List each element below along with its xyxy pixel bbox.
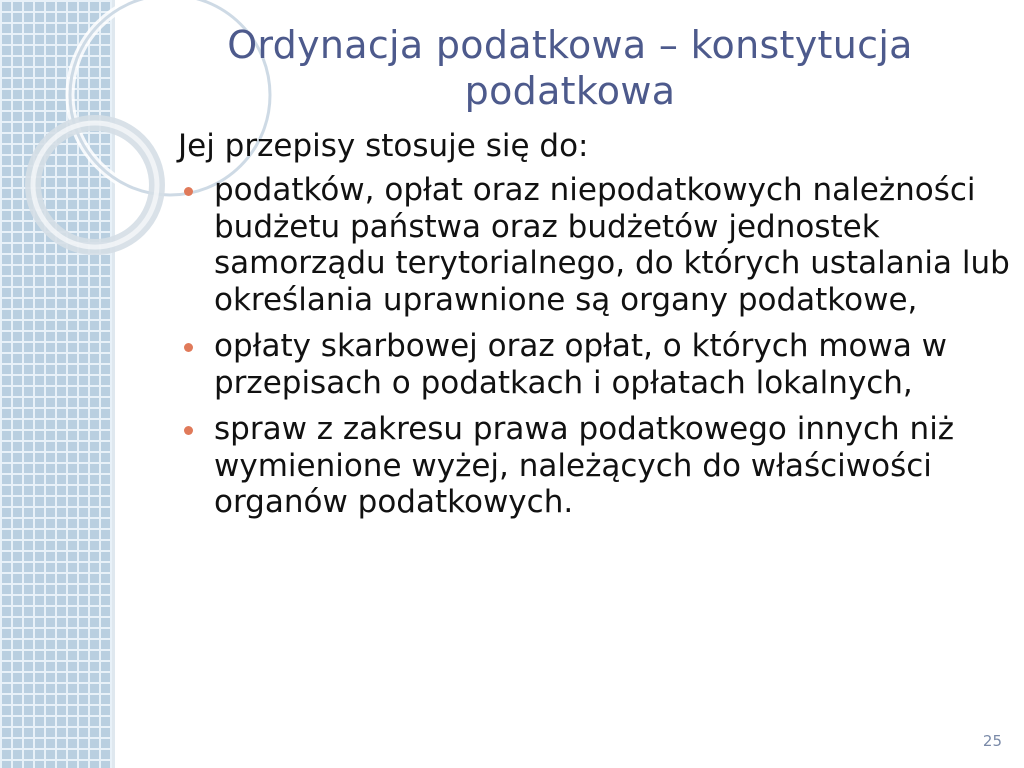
bullet-icon xyxy=(184,187,193,196)
bullet-list xyxy=(180,172,1010,531)
list-item xyxy=(180,328,1010,401)
page-number: 25 xyxy=(982,732,1002,750)
list-item xyxy=(180,172,1010,318)
intro-text: Jej przepisy stosuje się do: xyxy=(178,128,589,164)
slide-title: Ordynacja podatkowa – konstytucja podatkowa xyxy=(227,23,913,113)
bullet-icon xyxy=(184,426,193,435)
bullet-icon xyxy=(184,343,193,352)
bullet-text: opłaty skarbowej oraz opłat, o których mowa w przepisach o podatkach i opłatach lokalnych, xyxy=(214,328,948,401)
bullet-text: podatków, opłat oraz niepodatkowych należności budżetu państwa oraz budżetów jednostek samorządu terytorialnego, do których ustalania lub określania uprawnione są organy podatkowe, xyxy=(214,172,1010,318)
bullet-text: spraw z zakresu prawa podatkowego innych niż wymienione wyżej, należących do właściwości organów podatkowych. xyxy=(214,411,955,520)
list-item xyxy=(180,411,1010,521)
